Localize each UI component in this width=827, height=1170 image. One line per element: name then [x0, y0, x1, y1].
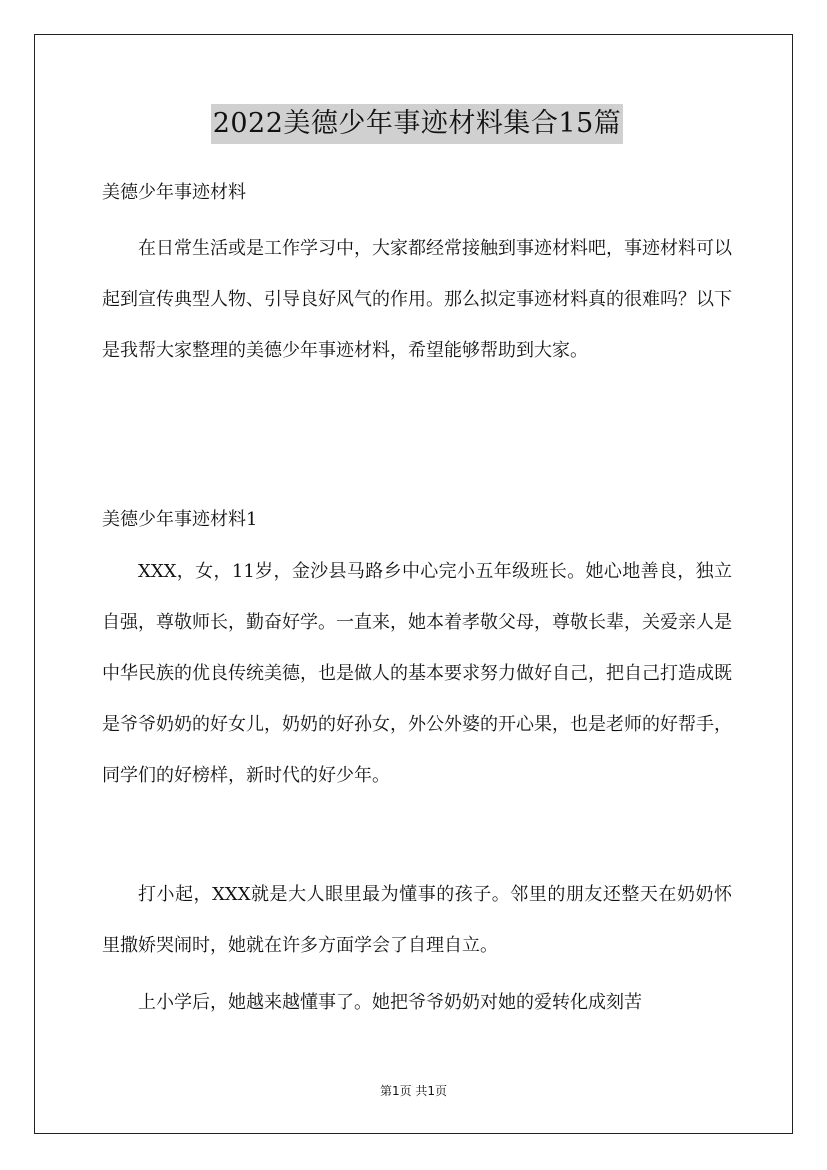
document-title: 2022美德少年事迹材料集合15篇	[211, 104, 624, 144]
intro-paragraph: 在日常生活或是工作学习中，大家都经常接触到事迹材料吧，事迹材料可以起到宣传典型人物、引导良好风气的作用。那么拟定事迹材料真的很难吗？以下是我帮大家整理的美德少年事迹材料，希望能够帮助到大家。	[102, 238, 732, 361]
paragraph-1: XXX，女，11岁，金沙县马路乡中心完小五年级班长。她心地善良，独立自强，尊敬师长，勤奋好学。一直来，她本着孝敬父母，尊敬长辈，关爱亲人是中华民族的优良传统美德，也是做人的基本要求努力做好自己，把自己打造成既是爷爷奶奶的好女儿，奶奶的好孙女，外公外婆的开心果，也是老师的好帮手，同学们的好榜样，新时代的好少年。	[102, 561, 732, 786]
paragraph-3: 上小学后，她越来越懂事了。她把爷爷奶奶对她的爱转化成刻苦	[138, 992, 642, 1013]
title-wrap	[102, 104, 732, 144]
section-heading-intro: 美德少年事迹材料	[102, 182, 246, 203]
page-footer: 第1页 共1页	[379, 1084, 448, 1098]
paragraph-2: 打小起，XXX就是大人眼里最为懂事的孩子。邻里的朋友还整天在奶奶怀里撒娇哭闹时，她就在许多方面学会了自理自立。	[102, 884, 732, 956]
section-heading-1: 美德少年事迹材料1	[102, 509, 258, 530]
